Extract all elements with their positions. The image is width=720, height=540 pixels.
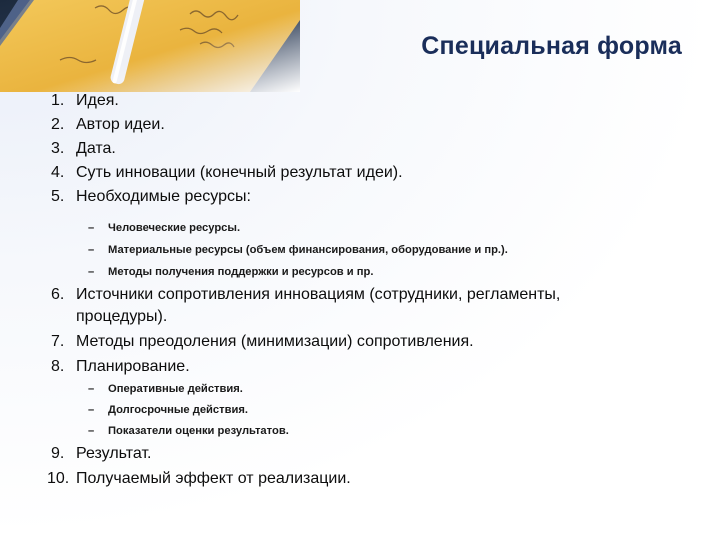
- slide: Специальная форма 1. Идея. 2. Автор идеи. 3. Дата. 4. Суть инновации (конечный результат идеи). 5. Необходимые ресурсы: – Человеческие ресурсы. – Материальные ресурсы (объем финансирования, оборудование и пр.). – Методы получения поддержки и ресурсов и пр. 6. Источники сопротивления инновациям (сотрудники, регламенты, процедуры). 7. Методы преодоления (минимизации) сопротивления. 8. Планирование. – Оперативные действия. – Долгосрочные действия. – Показатели оценки результатов. 9. Результат. 10. Получаемый эффект от реализации.: [0, 0, 720, 540]
- slide-title: Специальная форма: [421, 32, 682, 60]
- notebook-photo: [0, 0, 300, 92]
